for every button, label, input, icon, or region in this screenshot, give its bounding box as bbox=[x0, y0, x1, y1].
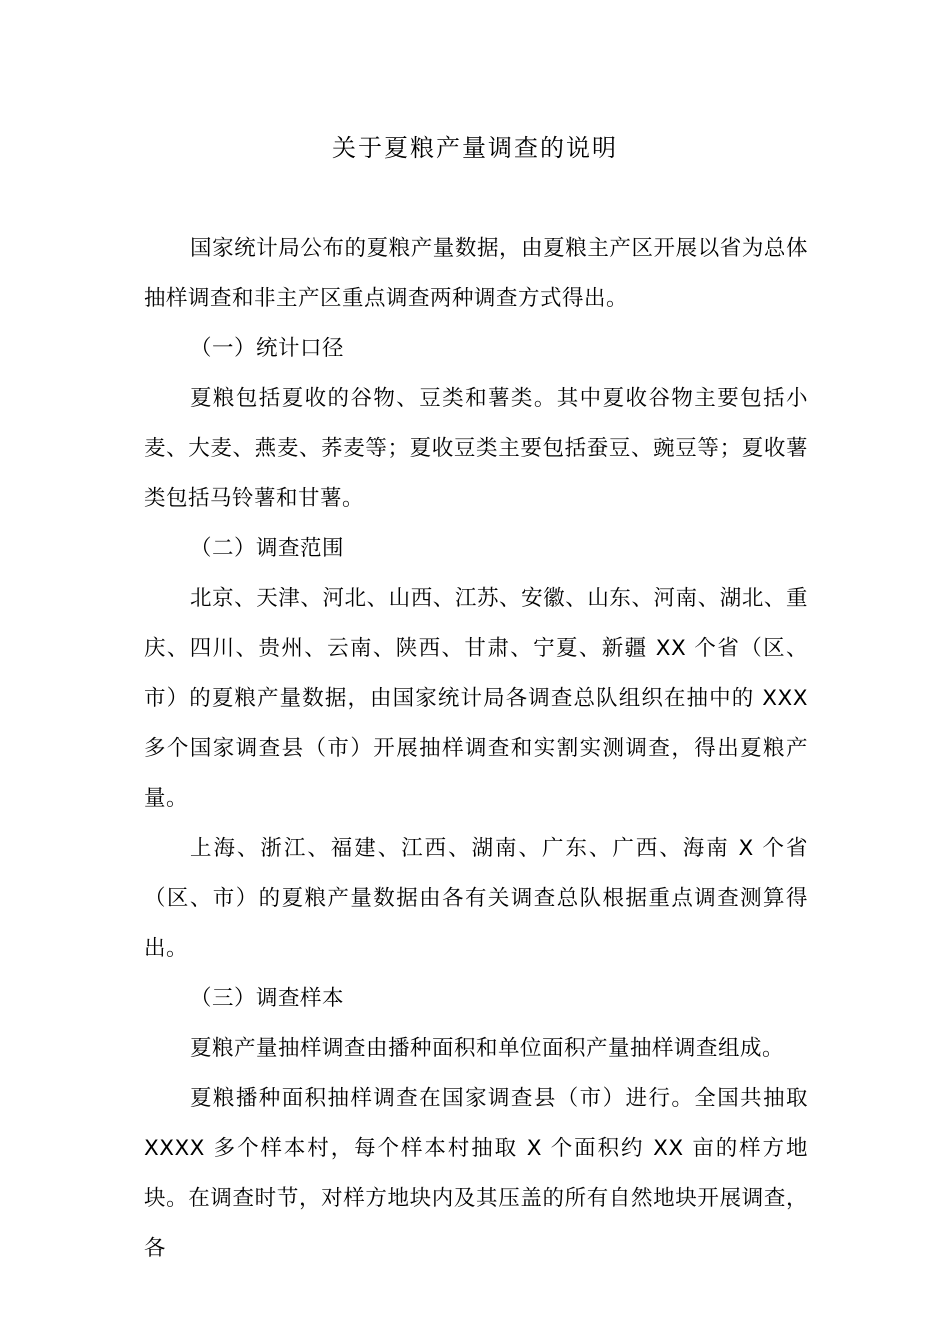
paragraph-intro: 国家统计局公布的夏粮产量数据，由夏粮主产区开展以省为总体抽样调查和非主产区重点调查两种调查方式得出。 bbox=[144, 236, 808, 311]
paragraph-coverage-other: 上海、浙江、福建、江西、湖南、广东、广西、海南 X 个省（区、市）的夏粮产量数据由各有关调查总队根据重点调查测算得出。 bbox=[144, 836, 808, 961]
section-heading-sample: （三）调查样本 bbox=[190, 986, 345, 1011]
document-body bbox=[144, 224, 808, 1274]
paragraph-coverage-main: 北京、天津、河北、山西、江苏、安徽、山东、河南、湖北、重庆、四川、贵州、云南、陕西、甘肃、宁夏、新疆 XX 个省（区、市）的夏粮产量数据，由国家统计局各调查总队组织在抽中的 XXX 多个国家调查县（市）开展抽样调查和实割实测调查，得出夏粮产量。 bbox=[144, 586, 808, 811]
section-heading-scope: （一）统计口径 bbox=[190, 336, 345, 361]
paragraph-scope: 夏粮包括夏收的谷物、豆类和薯类。其中夏收谷物主要包括小麦、大麦、燕麦、荞麦等；夏收豆类主要包括蚕豆、豌豆等；夏收薯类包括马铃薯和甘薯。 bbox=[144, 386, 808, 511]
paragraph-sample-composition: 夏粮产量抽样调查由播种面积和单位面积产量抽样调查组成。 bbox=[190, 1036, 785, 1061]
paragraph-sample-area: 夏粮播种面积抽样调查在国家调查县（市）进行。全国共抽取 XXXX 多个样本村，每个样本村抽取 X 个面积约 XX 亩的样方地块。在调查时节，对样方地块内及其压盖的所有自然地块开展调查，各 bbox=[144, 1086, 808, 1261]
section-heading-coverage: （二）调查范围 bbox=[190, 536, 345, 561]
document-title: 关于夏粮产量调查的说明 bbox=[332, 134, 618, 162]
